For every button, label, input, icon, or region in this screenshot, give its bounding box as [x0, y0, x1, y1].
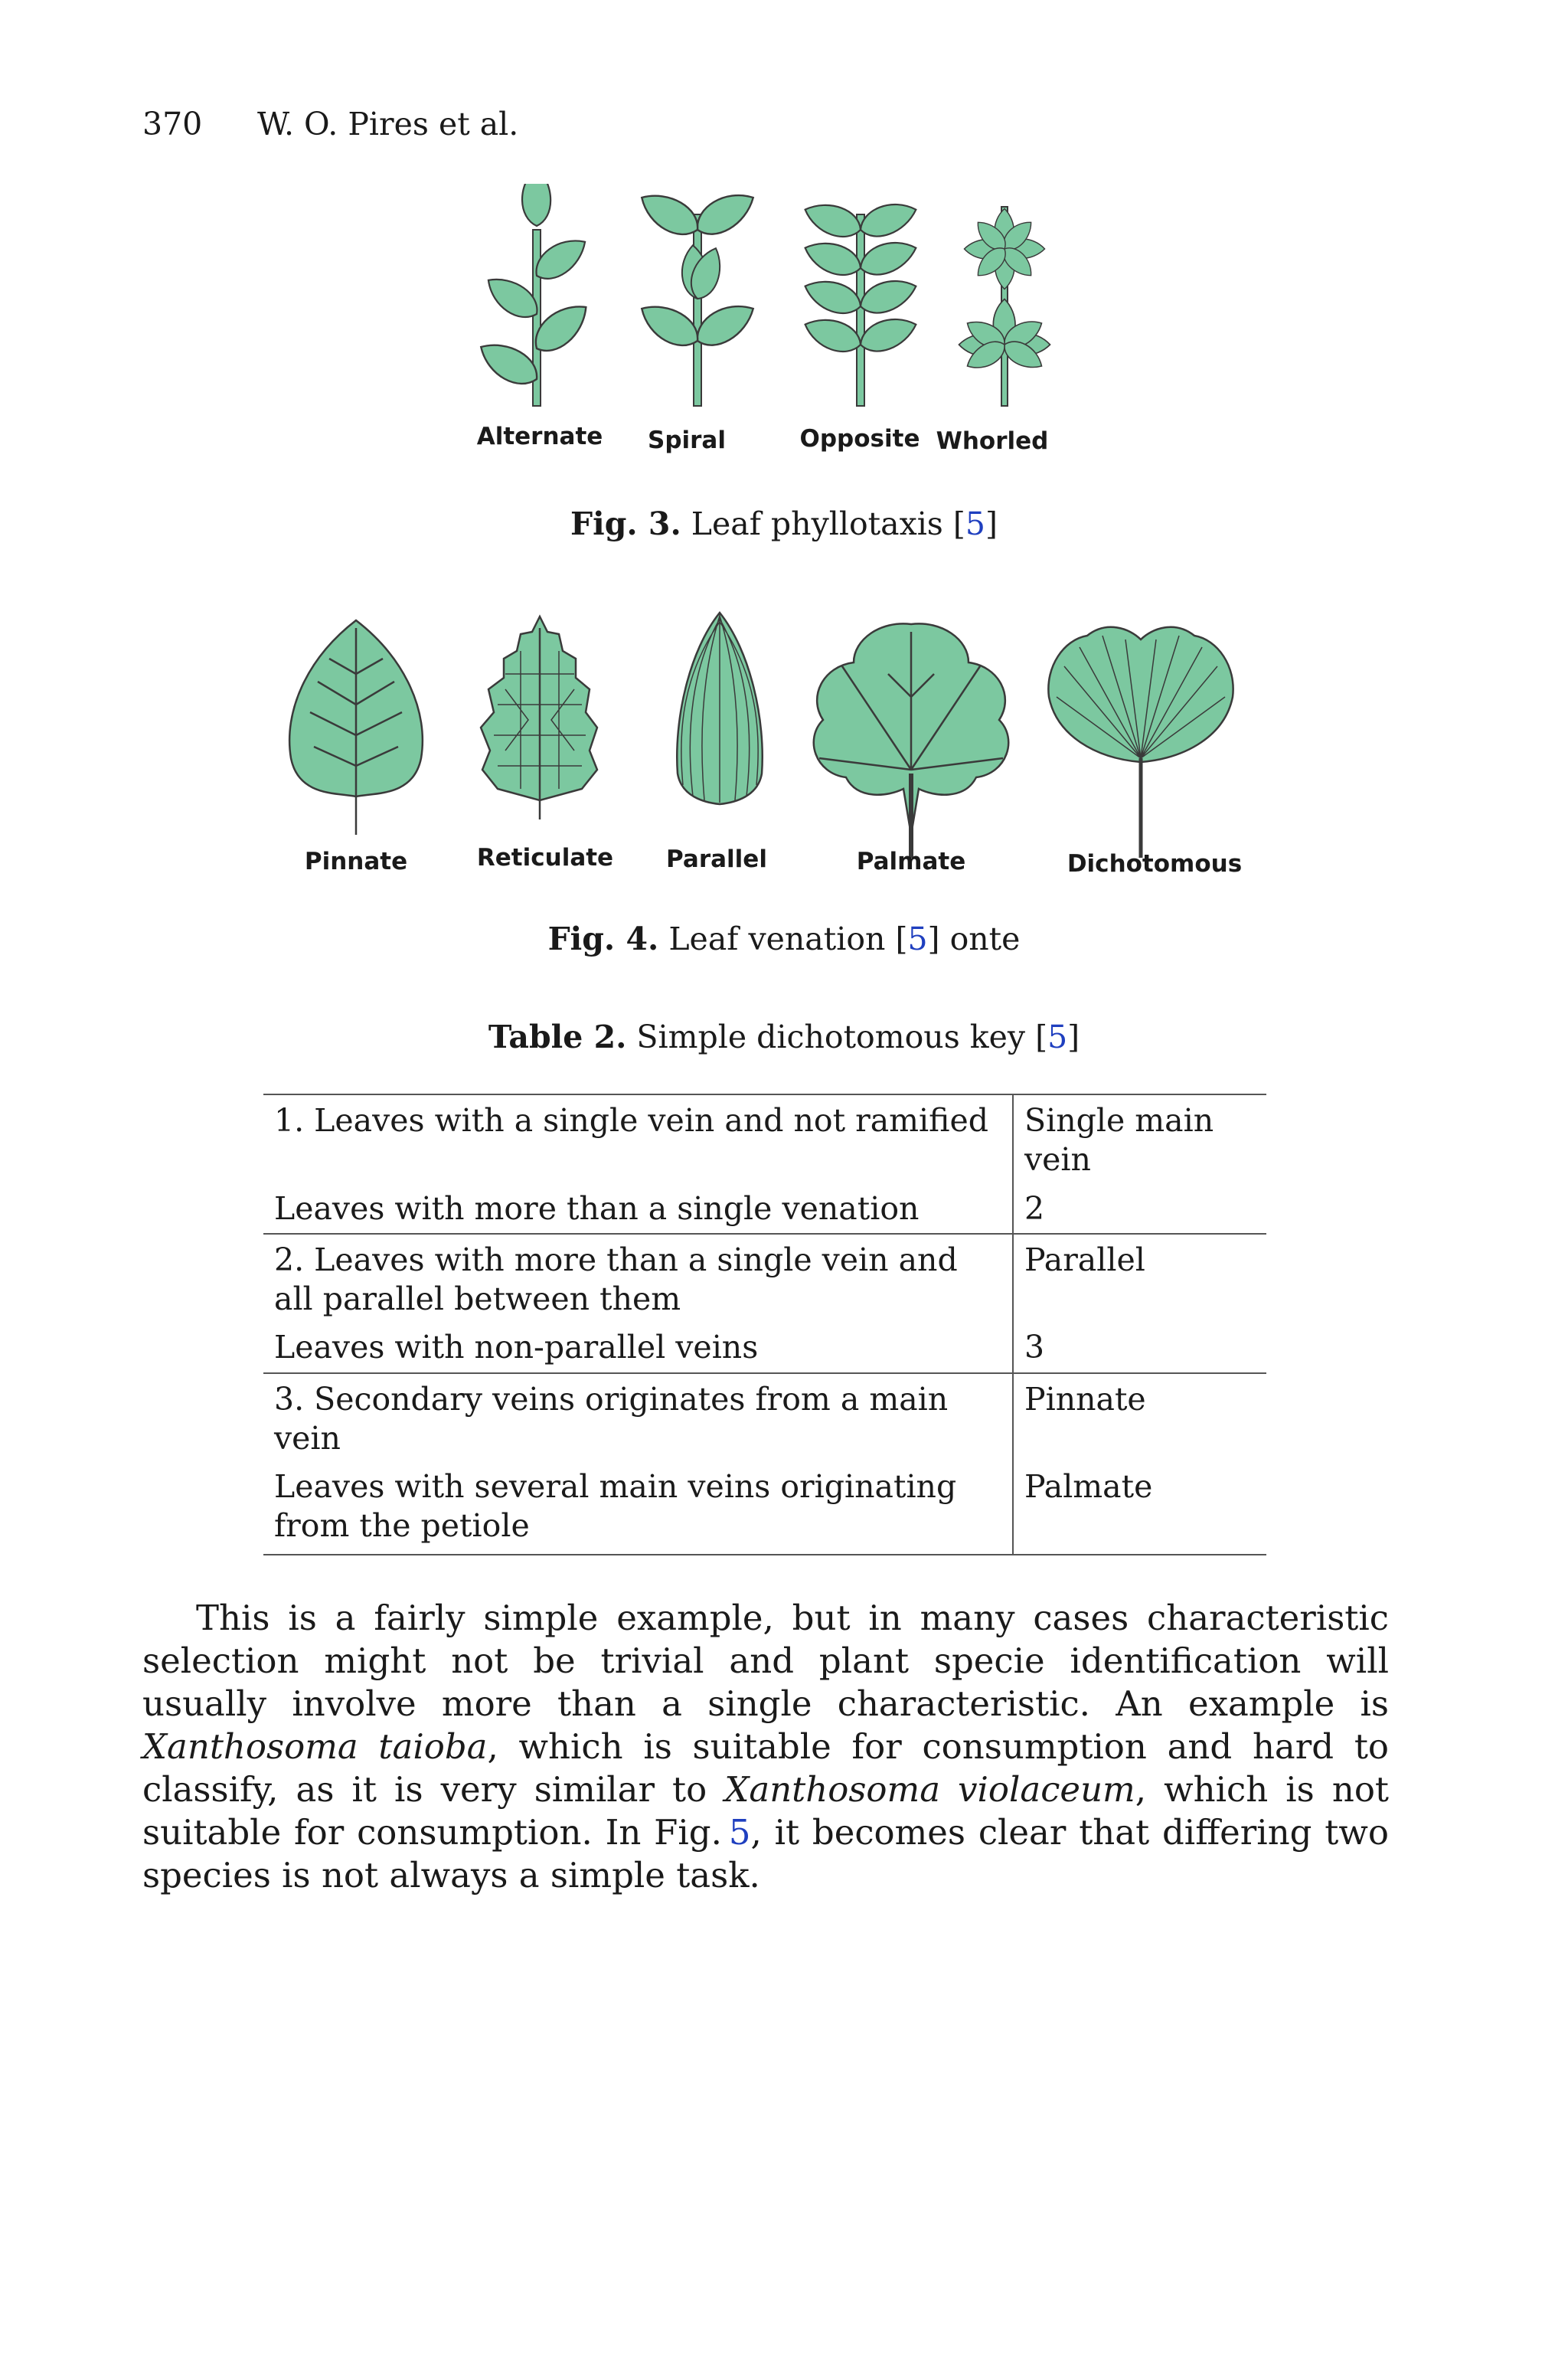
table-cell-description: 3. Secondary veins originates from a main vein: [263, 1373, 1013, 1464]
spiral-plant-icon: [634, 184, 761, 406]
table-cell-description: 2. Leaves with more than a single vein and all parallel between them: [263, 1234, 1013, 1324]
dichotomous-key-table: [263, 1094, 1266, 1555]
figure4-caption-text: Leaf venation [: [668, 921, 908, 957]
fig3-label-whorled: Whorled: [936, 427, 1049, 455]
table-cell-description: Leaves with non-parallel veins: [263, 1323, 1013, 1372]
fig4-label-reticulate: Reticulate: [476, 844, 614, 872]
fig3-label-spiral: Spiral: [648, 427, 726, 454]
paragraph-text: This is a fairly simple example, but in many cases characteristic selection might not be trivial and plant specie identification will usually involve more than a single characteristic. An example is: [142, 1598, 1389, 1724]
table2-citation-link[interactable]: 5: [1047, 1019, 1068, 1055]
alternate-plant-icon: [473, 184, 596, 406]
figure5-reference-link[interactable]: 5: [728, 1812, 751, 1853]
figure3-citation-link[interactable]: 5: [965, 505, 985, 542]
paragraph-text: , which is not suitable for consumption. In Fig.: [142, 1769, 1389, 1853]
table-row: [263, 1323, 1266, 1372]
fig4-label-pinnate: Pinnate: [304, 848, 408, 875]
table-row: [263, 1373, 1266, 1464]
table-cell-description: Leaves with several main veins originating from the petiole: [263, 1463, 1013, 1555]
figure3-caption: [0, 505, 1568, 542]
table-cell-result: Pinnate: [1013, 1373, 1266, 1464]
table-cell-result: 2: [1024, 1189, 1045, 1227]
figure3-caption-text: Leaf phyllotaxis [: [691, 505, 965, 542]
table-row: [263, 1463, 1266, 1555]
paragraph-text: , which is suitable for consumption and hard to classify, as it is very similar to: [142, 1726, 1389, 1810]
table-row: [263, 1185, 1266, 1234]
table-row: [263, 1234, 1266, 1324]
whorled-plant-icon: [959, 207, 1050, 406]
body-paragraph: [142, 1597, 1389, 1897]
table2-caption: [0, 1019, 1568, 1055]
fig4-label-parallel: Parallel: [666, 846, 767, 873]
species-name-taioba: Xanthosoma taioba: [142, 1726, 488, 1767]
parallel-leaf-icon: [677, 613, 763, 804]
figure-venation: [276, 605, 1271, 896]
table-cell-result: 3: [1024, 1329, 1045, 1366]
figure3-caption-label: Fig. 3.: [570, 505, 681, 542]
table-cell-result: Palmate: [1013, 1463, 1266, 1555]
figure3-caption-end: ]: [985, 505, 998, 542]
table-cell-description: 1. Leaves with a single vein and not ramified: [263, 1094, 1013, 1185]
fig3-label-alternate: Alternate: [476, 423, 603, 450]
table2-caption-label: Table 2.: [488, 1019, 627, 1055]
fig4-label-dichotomous: Dichotomous: [1067, 850, 1243, 878]
fig4-label-palmate: Palmate: [856, 848, 966, 875]
figure4-caption: [0, 921, 1568, 957]
page-number: 370: [142, 106, 203, 142]
reticulate-leaf-icon: [481, 617, 597, 819]
table-cell-description: Leaves with more than a single venation: [263, 1185, 1013, 1234]
figure4-citation-link[interactable]: 5: [907, 921, 928, 957]
table2-caption-text: Simple dichotomous key [: [636, 1019, 1048, 1055]
table2-caption-end: ]: [1067, 1019, 1080, 1055]
table-cell-result: Parallel: [1013, 1234, 1266, 1324]
species-name-violaceum: Xanthosoma violaceum: [724, 1769, 1135, 1810]
table-cell-result: Single main vein: [1013, 1094, 1266, 1185]
fig3-label-opposite: Opposite: [799, 425, 920, 453]
table-row: [263, 1094, 1266, 1185]
pinnate-leaf-icon: [289, 620, 423, 835]
running-authors: W. O. Pires et al.: [257, 106, 519, 142]
opposite-plant-icon: [800, 196, 920, 406]
dichotomous-leaf-icon: [1048, 627, 1233, 858]
paragraph-text: , it becomes clear that differing two species is not always a simple task.: [142, 1812, 1389, 1896]
figure4-caption-end: ] onte: [927, 921, 1021, 957]
running-head: [142, 106, 518, 142]
palmate-leaf-icon: [814, 623, 1008, 858]
figure-phyllotaxis: [459, 184, 1072, 467]
figure4-caption-label: Fig. 4.: [547, 921, 659, 957]
